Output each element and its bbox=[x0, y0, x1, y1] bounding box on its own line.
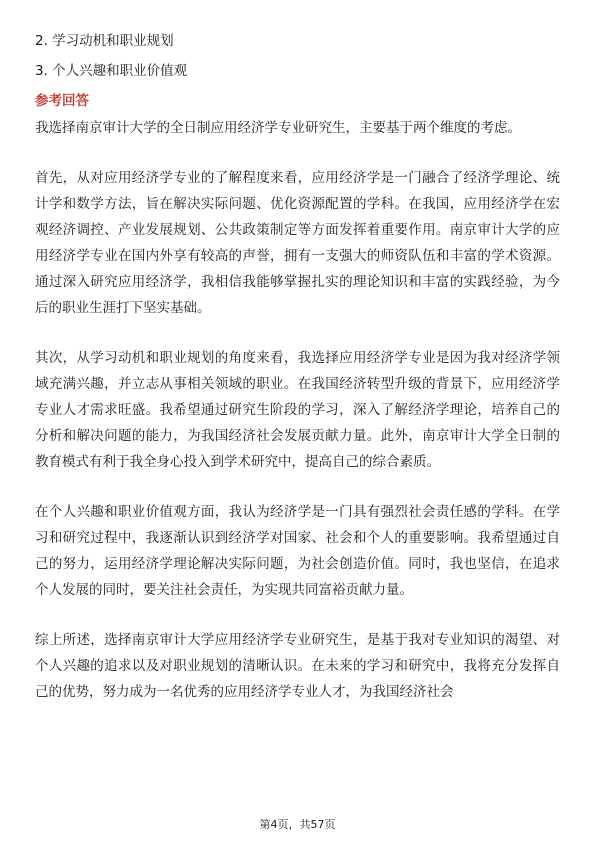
paragraph-motivation: 其次，从学习动机和职业规划的角度来看，我选择应用经济学专业是因为我对经济学领域充满兴趣，并立志从事相关领域的职业。在我国经济转型升级的背景下，应用经济学专业人才需求旺盛。我希望通过研究生阶段的学习，深入了解经济学理论，培养自己的分析和解决问题的能力，为我国经济社会发展贡献力量。此外，南京审计大学全日制的教育模式有利于我全身心投入到学术研究中，提高自己的综合素质。 bbox=[35, 350, 560, 470]
list-item-personal-interest: 3. 个人兴趣和职业价值观 bbox=[35, 63, 188, 79]
list-item-learning-motivation: 2. 学习动机和职业规划 bbox=[35, 33, 174, 49]
paragraph-values: 在个人兴趣和职业价值观方面，我认为经济学是一门具有强烈社会责任感的学科。在学习和研究过程中，我逐渐认识到经济学对国家、社会和个人的重要影响。我希望通过自己的努力，运用经济学理论解决实际问题，为社会创造价值。同时，我也坚信，在追求个人发展的同时，要关注社会责任，为实现共同富裕贡献力量。 bbox=[35, 504, 560, 598]
paragraph-conclusion: 综上所述，选择南京审计大学应用经济学专业研究生，是基于我对专业知识的渴望、对个人兴趣的追求以及对职业规划的清晰认识。在未来的学习和研究中，我将充分发挥自己的优势，努力成为一名优秀的应用经济学专业人才，为我国经济社会 bbox=[35, 632, 560, 700]
answer-heading: 参考回答 bbox=[35, 93, 89, 109]
paragraph-understanding: 首先，从对应用经济学专业的了解程度来看，应用经济学是一门融合了经济学理论、统计学和数学方法，旨在解决实际问题、优化资源配置的学科。在我国，应用经济学在宏观经济调控、产业发展规划、公共政策制定等方面发挥着重要作用。南京审计大学的应用经济学专业在国内外享有较高的声誉，拥有一支强大的师资队伍和丰富的学术资源。通过深入研究应用经济学，我相信我能够掌握扎实的理论知识和丰富的实践经验，为今后的职业生涯打下坚实基础。 bbox=[35, 170, 560, 316]
paragraph-intro: 我选择南京审计大学的全日制应用经济学专业研究生，主要基于两个维度的考虑。 bbox=[35, 120, 521, 136]
page-number-footer: 第4页，共57页 bbox=[259, 818, 336, 831]
